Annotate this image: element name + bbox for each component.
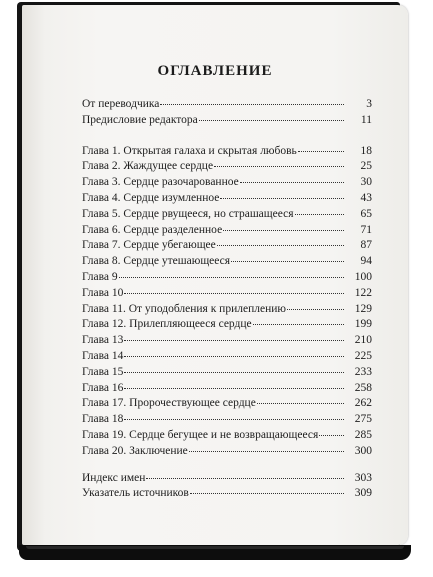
toc-entry-label: Глава 17. Пророчествующее сердце (82, 397, 256, 410)
toc-entry-label: От переводчика (82, 98, 160, 110)
toc-entry-label: Глава 13 (82, 334, 124, 347)
toc-entry-page: 129 (354, 302, 372, 315)
toc-chapters-section (82, 145, 372, 461)
dot-leader (124, 339, 344, 341)
toc-entry (82, 271, 372, 287)
toc-entry (82, 145, 372, 161)
toc-entry (82, 350, 372, 366)
dot-leader (253, 323, 344, 325)
toc-entry-label: Предисловие редактора (82, 113, 198, 126)
section-spacer (82, 130, 372, 145)
toc-entry (82, 366, 372, 382)
toc-entry-label: Глава 3. Сердце разочарованное (82, 176, 239, 189)
toc-back-section (82, 472, 372, 504)
toc-entry-page: 71 (360, 223, 372, 236)
dot-leader (287, 308, 344, 310)
book-bottom-sheen (26, 546, 404, 549)
toc-entry (82, 445, 372, 461)
toc-entry-page: 87 (360, 239, 372, 252)
dot-leader (319, 434, 344, 436)
toc-entry (82, 98, 372, 114)
toc-entry (82, 176, 372, 192)
toc-entry-page: 18 (360, 144, 372, 157)
toc-entry-page: 122 (354, 286, 372, 299)
toc-entry-label: Индекс имен (82, 471, 146, 484)
toc-entry (82, 382, 372, 398)
toc-entry (82, 397, 372, 413)
toc-entry (82, 224, 372, 240)
toc-entry-label: Глава 2. Жаждущее сердце (82, 160, 214, 173)
dot-leader (214, 165, 344, 167)
toc-entry-label: Глава 4. Сердце изумленное (82, 191, 220, 204)
toc-entry-label: Глава 11. От уподобления к прилеплению (82, 302, 286, 315)
toc-entry-page: 300 (354, 444, 372, 457)
toc-entry-label: Глава 5. Сердце рвущееся, но страшащееся (82, 207, 294, 220)
toc-entry-page: 303 (354, 471, 372, 484)
dot-leader (160, 103, 344, 105)
toc-entry-label: Глава 1. Открытая галаха и скрытая любовь (82, 144, 297, 157)
toc-entry (82, 287, 372, 303)
dot-leader (298, 150, 344, 152)
toc-entry (82, 239, 372, 255)
toc-entry-page: 262 (354, 397, 372, 410)
dot-leader (124, 355, 344, 357)
toc-entry-page: 25 (360, 160, 372, 173)
toc-entry-label: Глава 12. Прилепляющееся сердце (82, 318, 252, 331)
toc-entry (82, 334, 372, 350)
toc-entry-page: 100 (354, 270, 372, 283)
toc-entry-label: Глава 20. Заключение (82, 444, 188, 457)
dot-leader (189, 450, 344, 452)
toc-entry-label: Глава 9 (82, 270, 118, 283)
toc-entry-page: 225 (354, 349, 372, 362)
toc-entry (82, 413, 372, 429)
toc-entry-page: 43 (360, 191, 372, 204)
dot-leader (231, 260, 344, 262)
book-page (22, 5, 408, 545)
toc-entry-page: 285 (354, 428, 372, 441)
toc-entry-page: 3 (366, 98, 372, 110)
dot-leader (257, 402, 344, 404)
toc-list (82, 98, 372, 503)
dot-leader (220, 197, 344, 199)
toc-entry-page: 210 (354, 334, 372, 347)
section-spacer (82, 461, 372, 472)
toc-entry-label: Указатель источников (82, 487, 189, 500)
toc-entry-page: 233 (354, 365, 372, 378)
toc-entry (82, 255, 372, 271)
toc-entry (82, 114, 372, 130)
dot-leader (124, 292, 344, 294)
toc-entry-label: Глава 7. Сердце убегающее (82, 239, 216, 252)
dot-leader (146, 477, 344, 479)
toc-entry (82, 208, 372, 224)
toc-entry-label: Глава 6. Сердце разделенное (82, 223, 223, 236)
dot-leader (223, 229, 344, 231)
toc-entry (82, 192, 372, 208)
dot-leader (199, 119, 344, 121)
toc-entry-label: Глава 10 (82, 286, 124, 299)
toc-entry (82, 160, 372, 176)
toc-entry-label: Глава 19. Сердце бегущее и не возвращающееся (82, 428, 319, 441)
toc-entry-page: 275 (354, 413, 372, 426)
toc-entry (82, 487, 372, 503)
dot-leader (124, 371, 344, 373)
dot-leader (190, 492, 344, 494)
toc-entry-label: Глава 18 (82, 413, 124, 426)
toc-entry (82, 303, 372, 319)
toc-entry-page: 65 (360, 207, 372, 220)
toc-entry-page: 11 (360, 113, 372, 126)
toc-entry-page: 94 (360, 255, 372, 268)
toc-entry-page: 199 (354, 318, 372, 331)
dot-leader (217, 244, 344, 246)
dot-leader (119, 276, 344, 278)
dot-leader (124, 387, 344, 389)
toc-entry-label: Глава 15 (82, 365, 124, 378)
dot-leader (240, 181, 344, 183)
toc-entry-label: Глава 16 (82, 381, 124, 394)
toc-entry-page: 309 (354, 487, 372, 500)
dot-leader (295, 213, 344, 215)
toc-front-section (82, 98, 372, 130)
toc-entry (82, 318, 372, 334)
toc-entry-label: Глава 8. Сердце утешающееся (82, 255, 231, 268)
toc-title: ОГЛАВЛЕНИЕ (157, 63, 273, 79)
toc-entry-page: 258 (354, 381, 372, 394)
toc-entry-page: 30 (360, 176, 372, 189)
toc-entry (82, 429, 372, 445)
toc-entry-label: Глава 14 (82, 349, 124, 362)
dot-leader (124, 418, 344, 420)
toc-entry (82, 472, 372, 488)
